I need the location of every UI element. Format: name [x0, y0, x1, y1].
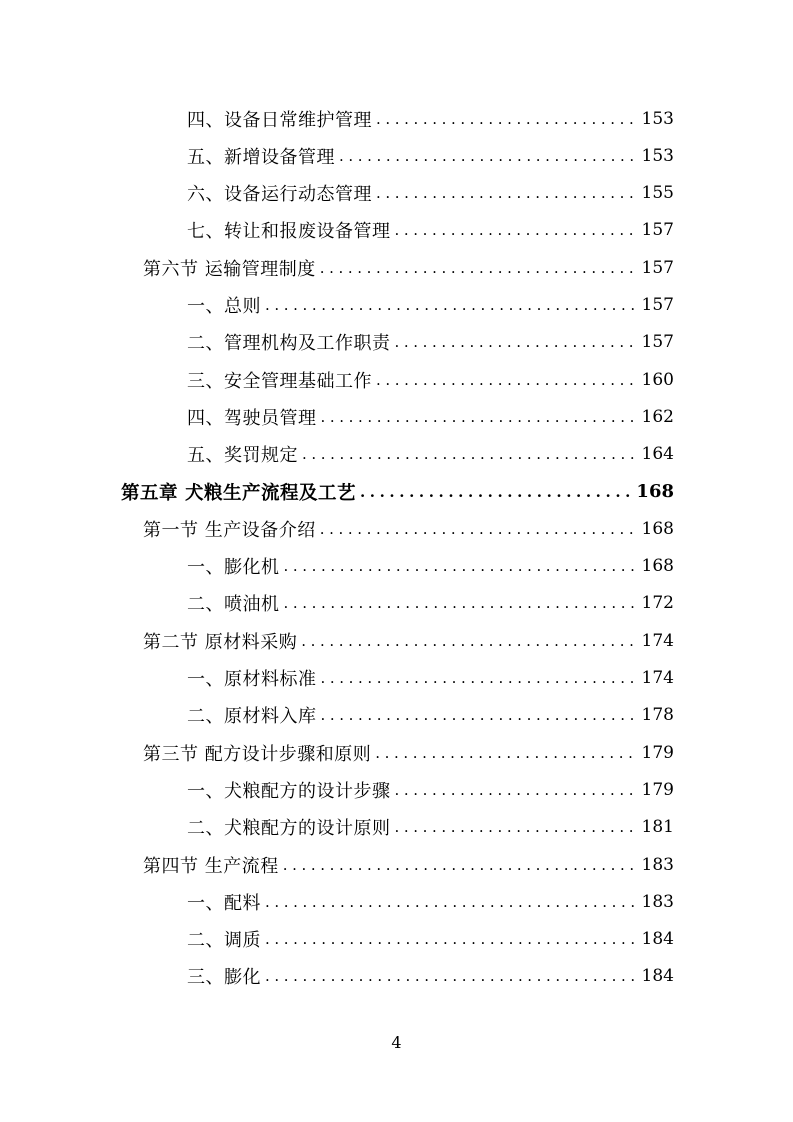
toc-entry-page: 164 — [641, 444, 674, 465]
toc-dot-leader — [395, 221, 639, 239]
toc-dot-leader — [360, 483, 634, 501]
toc-entry-page: 155 — [641, 183, 674, 204]
toc-dot-leader — [265, 893, 638, 911]
toc-entry-page: 157 — [641, 257, 674, 278]
toc-subsection-entry[interactable] — [187, 137, 674, 174]
toc-dot-leader — [265, 967, 638, 985]
toc-entry-title: 二、犬粮配方的设计原则 — [187, 818, 391, 840]
toc-subsection-entry[interactable] — [187, 548, 674, 585]
toc-entry-page: 153 — [641, 145, 674, 166]
toc-dot-leader — [321, 706, 639, 724]
toc-subsection-entry[interactable] — [187, 585, 674, 622]
toc-subsection-entry[interactable] — [187, 212, 674, 249]
toc-dot-leader — [320, 259, 638, 277]
toc-entry-title: 第六节 运输管理制度 — [143, 258, 316, 280]
toc-dot-leader — [376, 371, 638, 389]
toc-entry-page: 157 — [641, 295, 674, 315]
toc-entry-page: 178 — [641, 705, 674, 726]
toc-subsection-entry[interactable] — [187, 883, 674, 920]
toc-entry-title: 五、奖罚规定 — [187, 445, 298, 467]
toc-dot-leader — [376, 184, 638, 202]
toc-entry-title: 三、膨化 — [187, 967, 261, 989]
toc-section-entry[interactable] — [143, 846, 674, 883]
toc-dot-leader — [339, 147, 638, 165]
toc-entry-page: 181 — [641, 817, 674, 838]
toc-subsection-entry[interactable] — [187, 921, 674, 958]
toc-entry-title: 第一节 生产设备介绍 — [143, 519, 316, 541]
toc-entry-title: 二、原材料入库 — [187, 706, 317, 728]
toc-dot-leader — [301, 632, 638, 650]
toc-entry-page: 168 — [641, 518, 674, 539]
toc-subsection-entry[interactable] — [187, 660, 674, 697]
toc-entry-title: 五、新增设备管理 — [187, 146, 335, 168]
toc-dot-leader — [375, 744, 638, 762]
toc-entry-title: 二、调质 — [187, 930, 261, 952]
toc-subsection-entry[interactable] — [187, 175, 674, 212]
toc-dot-leader — [395, 333, 639, 351]
toc-entry-page: 174 — [641, 630, 674, 651]
toc-entry-title: 二、管理机构及工作职责 — [187, 333, 391, 355]
toc-entry-title: 七、转让和报废设备管理 — [187, 221, 391, 243]
toc-entry-title: 一、总则 — [187, 296, 261, 317]
toc-subsection-entry[interactable] — [187, 809, 674, 846]
toc-entry-title: 一、原材料标准 — [187, 669, 317, 690]
toc-chapter-entry[interactable] — [121, 473, 674, 510]
toc-entry-page: 184 — [641, 929, 674, 950]
toc-dot-leader — [321, 669, 639, 687]
toc-subsection-entry[interactable] — [187, 436, 674, 473]
toc-entry-title: 一、配料 — [187, 892, 261, 914]
toc-dot-leader — [265, 930, 638, 948]
toc-entry-title: 六、设备运行动态管理 — [187, 184, 372, 206]
toc-entry-page: 183 — [641, 854, 674, 875]
toc-subsection-entry[interactable] — [187, 287, 674, 324]
page-number: 4 — [391, 1033, 402, 1052]
toc-section-entry[interactable] — [143, 510, 674, 547]
toc-entry-page: 183 — [641, 891, 674, 912]
toc-section-entry[interactable] — [143, 622, 674, 659]
toc-entry-title: 二、喷油机 — [187, 594, 280, 616]
toc-entry-page: 157 — [641, 332, 674, 353]
toc-entry-page: 157 — [641, 220, 674, 241]
toc-entry-page: 168 — [636, 481, 674, 502]
toc-dot-leader — [302, 445, 638, 463]
toc-entry-title: 第二节 原材料采购 — [143, 631, 298, 653]
toc-subsection-entry[interactable] — [187, 958, 674, 995]
toc-entry-title: 一、犬粮配方的设计步骤 — [187, 780, 391, 802]
toc-entry-page: 179 — [641, 742, 674, 763]
toc-subsection-entry[interactable] — [187, 771, 674, 808]
toc-entry-title: 第四节 生产流程 — [143, 855, 279, 877]
toc-dot-leader — [283, 856, 638, 874]
toc-section-entry[interactable] — [143, 249, 674, 286]
toc-entry-page: 172 — [641, 593, 674, 614]
toc-entry-page: 162 — [641, 406, 674, 427]
toc-entry-page: 160 — [641, 369, 674, 390]
toc-dot-leader — [320, 520, 638, 538]
toc-subsection-entry[interactable] — [187, 324, 674, 361]
toc-entry-title: 四、驾驶员管理 — [187, 407, 317, 429]
toc-dot-leader — [376, 110, 638, 128]
toc-entry-title: 三、安全管理基础工作 — [187, 370, 372, 392]
toc-entry-title: 第五章 犬粮生产流程及工艺 — [121, 482, 356, 504]
toc-dot-leader — [265, 296, 638, 314]
toc-subsection-entry[interactable] — [187, 398, 674, 435]
toc-dot-leader — [395, 818, 639, 836]
toc-subsection-entry[interactable] — [187, 361, 674, 398]
toc-subsection-entry[interactable] — [187, 697, 674, 734]
toc-entry-page: 174 — [641, 668, 674, 688]
toc-entry-page: 179 — [641, 779, 674, 800]
toc-entry-title: 四、设备日常维护管理 — [187, 109, 372, 131]
toc-dot-leader — [321, 408, 639, 426]
toc-entry-title: 一、膨化机 — [187, 557, 280, 579]
toc-section-entry[interactable] — [143, 734, 674, 771]
toc-entry-page: 184 — [641, 966, 674, 987]
toc-entry-page: 153 — [641, 108, 674, 129]
toc-dot-leader — [284, 594, 639, 612]
toc-entry-page: 168 — [641, 556, 674, 577]
toc-dot-leader — [284, 557, 639, 575]
toc-entry-title: 第三节 配方设计步骤和原则 — [143, 743, 372, 765]
toc-dot-leader — [395, 781, 639, 799]
toc-subsection-entry[interactable] — [187, 100, 674, 137]
